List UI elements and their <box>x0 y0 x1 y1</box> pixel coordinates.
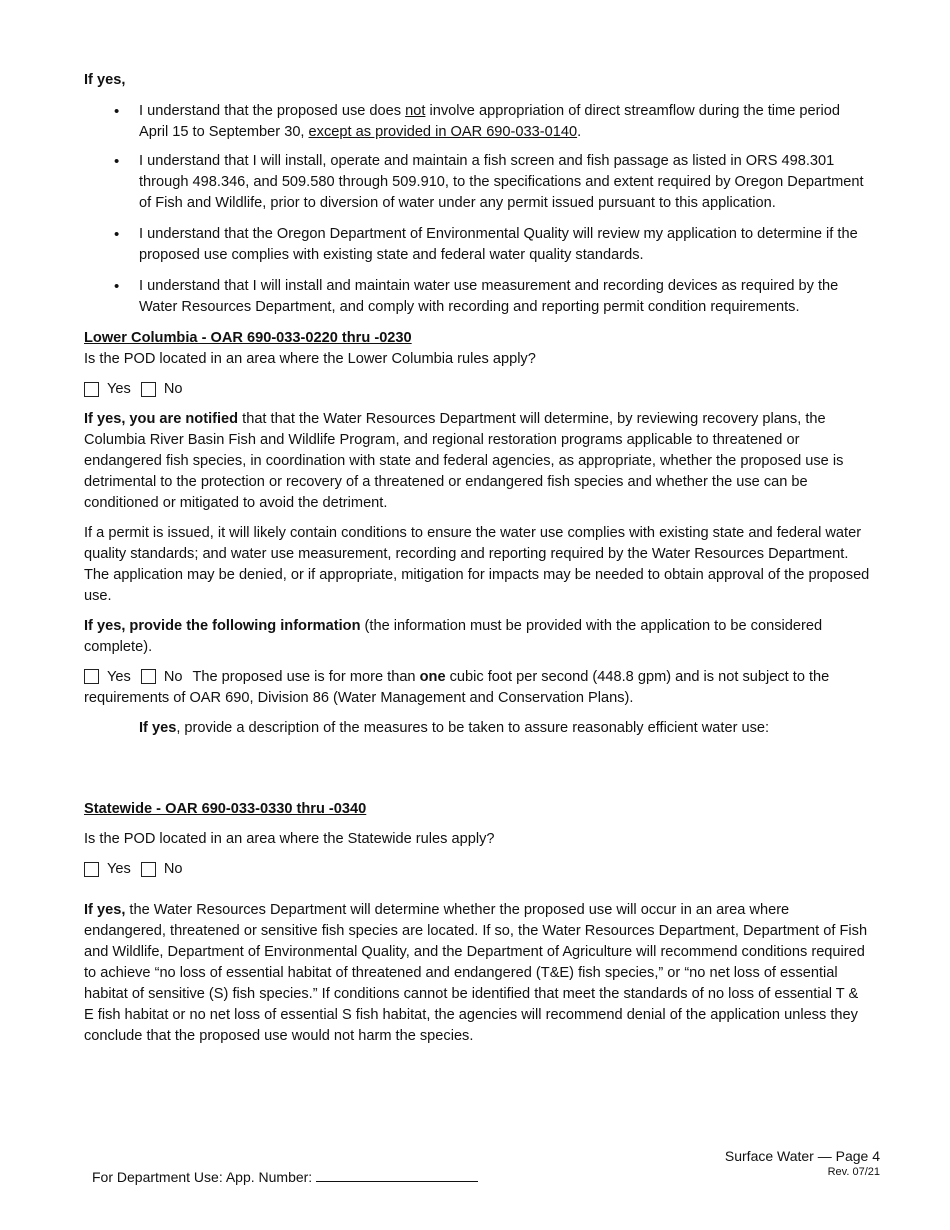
sw-yes-label: Yes <box>107 861 131 877</box>
lc-no-label: No <box>163 381 183 397</box>
lc-permit-paragraph: If a permit is issued, it will likely contain conditions to ensure the water use complies with existing state and federal water quality standards; and water use measurement, recording and reporting required by the Water Resources Department. The application may be denied, or if appropriate, mitigation for impacts may be needed to obtain approval of the proposed use. <box>84 525 870 604</box>
lc-provide-paragraph: If yes, provide the following information (the information must be provided with the application to be considered complete). <box>84 618 823 655</box>
statewide-options <box>84 859 870 880</box>
lc-notice-paragraph: If yes, you are notified that that the Water Resources Department will determine, by reviewing recovery plans, the Columbia River Basin Fish and Wildlife Program, and regional restoration programs applicable to threatened or endangered fish species, in coordination with state and federal agencies, as appropriate, whether the proposed use is detrimental to the protection or recovery of a threatened or endangered fish species and whether the use can be conditioned or mitigated to avoid the detriment. <box>84 411 844 511</box>
lc-cfs-row: Yes No The proposed use is for more than one cubic foot per second (448.8 gpm) and is not subject to the requirements of OAR 690, Division 86 (Water Management and Conservation Plans). <box>84 669 830 706</box>
lc-cfs-no-checkbox[interactable] <box>141 669 156 684</box>
list-item: • I understand that the Oregon Department of Environmental Quality will review my application to determine if the proposed use complies with existing state and federal water quality standards. <box>84 224 870 266</box>
dept-use-label: For Department Use: App. Number: <box>92 1169 313 1185</box>
lc-no-checkbox[interactable] <box>141 382 156 397</box>
lc-yes-checkbox[interactable] <box>84 382 99 397</box>
lc-cfs-no-label: No <box>163 669 183 685</box>
sw-no-label: No <box>163 861 183 877</box>
sw-yes-checkbox[interactable] <box>84 862 99 877</box>
lower-columbia-options <box>84 379 870 400</box>
page-footer <box>720 1148 880 1178</box>
lower-columbia-question: Is the POD located in an area where the Lower Columbia rules apply? <box>84 351 536 367</box>
lc-cfs-yes-label: Yes <box>107 669 131 685</box>
app-number-field[interactable] <box>316 1167 478 1182</box>
page-number: Surface Water — Page 4 <box>724 1148 880 1164</box>
sw-notice-paragraph: If yes, the Water Resources Department will determine whether the proposed use will occur in an area where endangered, threatened or sensitive fish species are located. If so, the Water Resources Department, Department of Fish and Wildlife, Department of Environmental Quality, and the Department of Agriculture will recommend conditions required to achieve “no loss of essential habitat of threatened and endangered (T&E) fish species,” or “no net loss of essential habitat of sensitive (S) fish species.” If conditions cannot be identified that meet the standards of no loss of essential T & E fish habitat or no net loss of essential S fish habitat, the agencies will recommend denial of the application unless they conclude that the proposed use would not harm the species. <box>84 902 868 1044</box>
department-use-line <box>92 1167 478 1185</box>
lc-description-prompt: If yes, provide a description of the measures to be taken to assure reasonably efficient water use: <box>139 720 770 736</box>
list-item: • I understand that the proposed use does not involve appropriation of direct streamflow during the time period April 15 to September 30, except as provided in OAR 690-033-0140. <box>84 101 870 143</box>
revision-date: Rev. 07/21 <box>827 1166 880 1178</box>
lc-yes-label: Yes <box>107 381 131 397</box>
lower-columbia-heading: Lower Columbia - OAR 690-033-0220 thru -0230 <box>84 330 412 346</box>
sw-no-checkbox[interactable] <box>141 862 156 877</box>
acknowledgement-list <box>84 101 870 318</box>
statewide-heading: Statewide - OAR 690-033-0330 thru -0340 <box>84 801 367 817</box>
lc-description-field[interactable] <box>84 739 870 791</box>
lc-cfs-yes-checkbox[interactable] <box>84 669 99 684</box>
page-content <box>84 70 870 1047</box>
list-item: • I understand that I will install, operate and maintain a fish screen and fish passage as listed in ORS 498.301 through 498.346, and 509.580 through 509.910, to the specifications and extent required by Oregon Department of Fish and Wildlife, prior to diversion of water under any permit issued pursuant to this application. <box>84 151 870 214</box>
if-yes-heading: If yes, <box>84 72 126 88</box>
statewide-question: Is the POD located in an area where the Statewide rules apply? <box>84 831 495 847</box>
list-item: • I understand that I will install and maintain water use measurement and recording devices as required by the Water Resources Department, and comply with recording and reporting permit condition requirements. <box>84 276 870 318</box>
